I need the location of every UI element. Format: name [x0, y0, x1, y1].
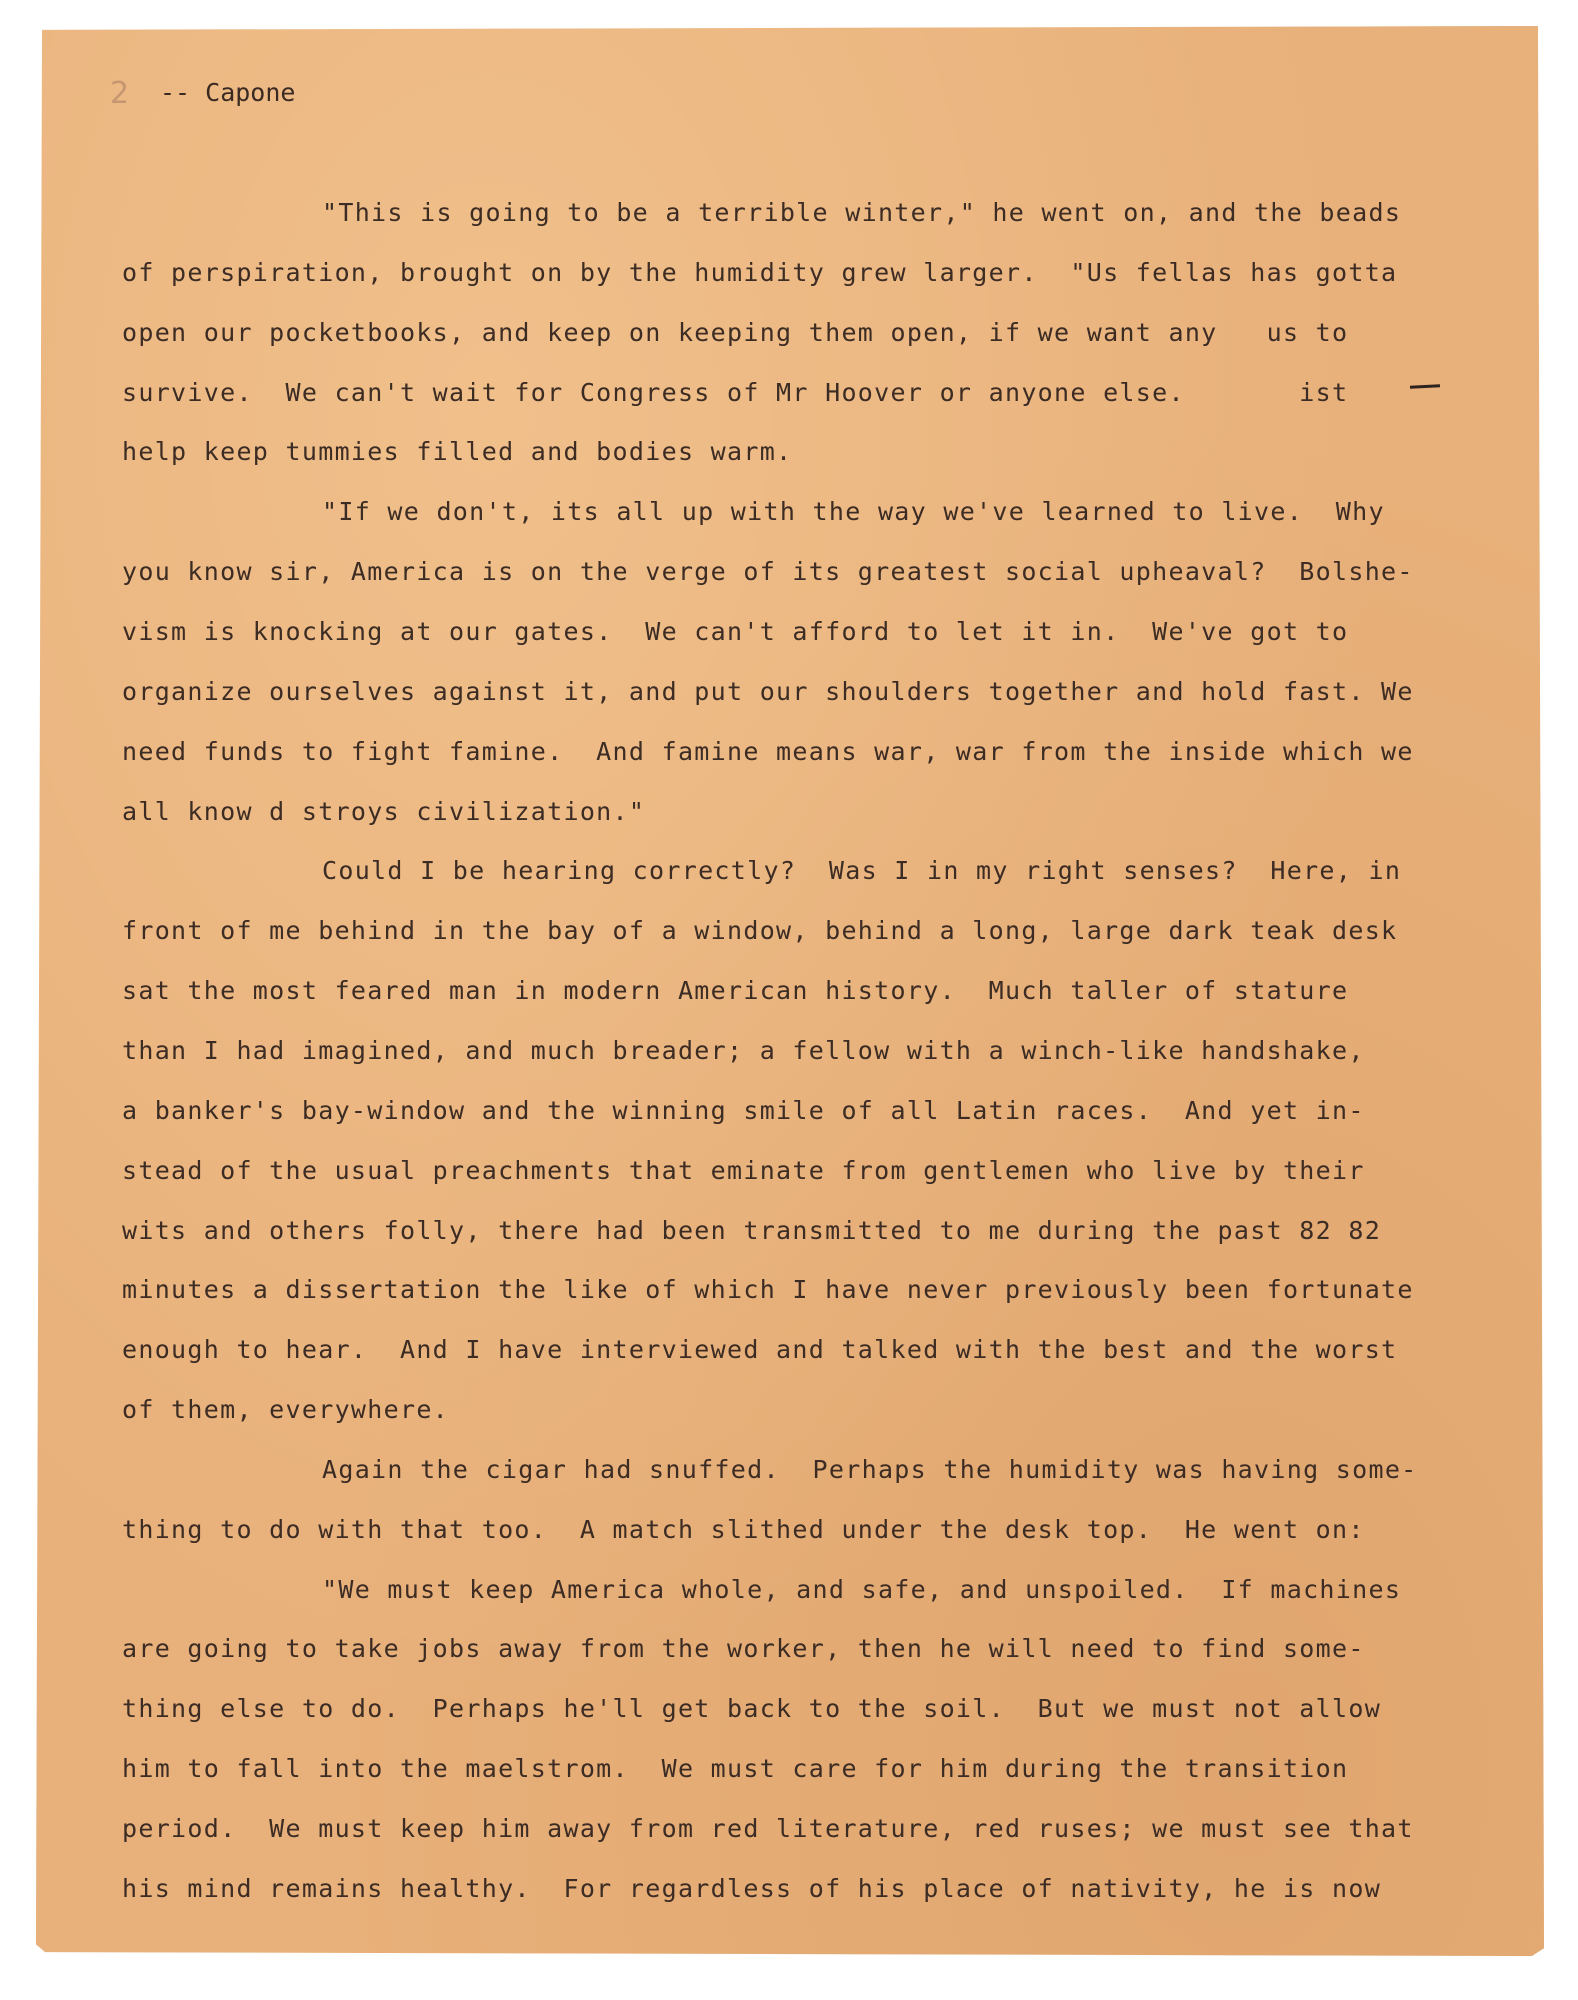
text-line: minutes a dissertation the like of which I have never previously been fortunate	[122, 1275, 1414, 1304]
text-line: of perspiration, brought on by the humidity grew larger. "Us fellas has gotta	[122, 258, 1398, 287]
page-header: -- Capone	[160, 78, 296, 107]
text-line: thing else to do. Perhaps he'll get back to the soil. But we must not allow	[122, 1694, 1382, 1723]
text-line: all know d stroys civilization."	[122, 797, 646, 826]
text-line: open our pocketbooks, and keep on keeping them open, if we want any us to	[122, 318, 1349, 347]
text-line: sat the most feared man in modern American history. Much taller of stature	[122, 976, 1349, 1005]
text-line: wits and others folly, there had been transmitted to me during the past 82 82	[122, 1216, 1382, 1245]
text-line: "This is going to be a terrible winter," he went on, and the beads	[322, 198, 1402, 227]
text-line: vism is knocking at our gates. We can't afford to let it in. We've got to	[122, 617, 1349, 646]
text-line: help keep tummies filled and bodies warm.	[122, 437, 793, 466]
text-line: thing to do with that too. A match slithed under the desk top. He went on:	[122, 1515, 1365, 1544]
text-line: organize ourselves against it, and put our shoulders together and hold fast. We	[122, 677, 1414, 706]
text-line: "We must keep America whole, and safe, and unspoiled. If machines	[322, 1575, 1402, 1604]
text-line: period. We must keep him away from red literature, red ruses; we must see that	[122, 1814, 1414, 1843]
text-line: him to fall into the maelstrom. We must care for him during the transition	[122, 1754, 1349, 1783]
text-line: survive. We can't wait for Congress of Mr Hoover or anyone else. ist	[122, 378, 1349, 407]
text-line: "If we don't, its all up with the way we've learned to live. Why	[322, 497, 1385, 526]
page-number: 2	[110, 76, 130, 111]
text-line: than I had imagined, and much breader; a fellow with a winch-like handshake,	[122, 1036, 1365, 1065]
text-line: of them, everywhere.	[122, 1395, 450, 1424]
text-line: stead of the usual preachments that eminate from gentlemen who live by their	[122, 1156, 1365, 1185]
text-line: Could I be hearing correctly? Was I in my right senses? Here, in	[322, 856, 1402, 885]
text-line: enough to hear. And I have interviewed and talked with the best and the worst	[122, 1335, 1398, 1364]
text-line: need funds to fight famine. And famine means war, war from the inside which we	[122, 737, 1414, 766]
text-line: a banker's bay-window and the winning smile of all Latin races. And yet in-	[122, 1096, 1365, 1125]
text-line: Again the cigar had snuffed. Perhaps the humidity was having some-	[322, 1455, 1418, 1484]
text-line: his mind remains healthy. For regardless of his place of nativity, he is now	[122, 1874, 1382, 1903]
text-line: front of me behind in the bay of a window, behind a long, large dark teak desk	[122, 916, 1398, 945]
text-line: are going to take jobs away from the worker, then he will need to find some-	[122, 1634, 1365, 1663]
text-line: you know sir, America is on the verge of its greatest social upheaval? Bolshe-	[122, 557, 1414, 586]
